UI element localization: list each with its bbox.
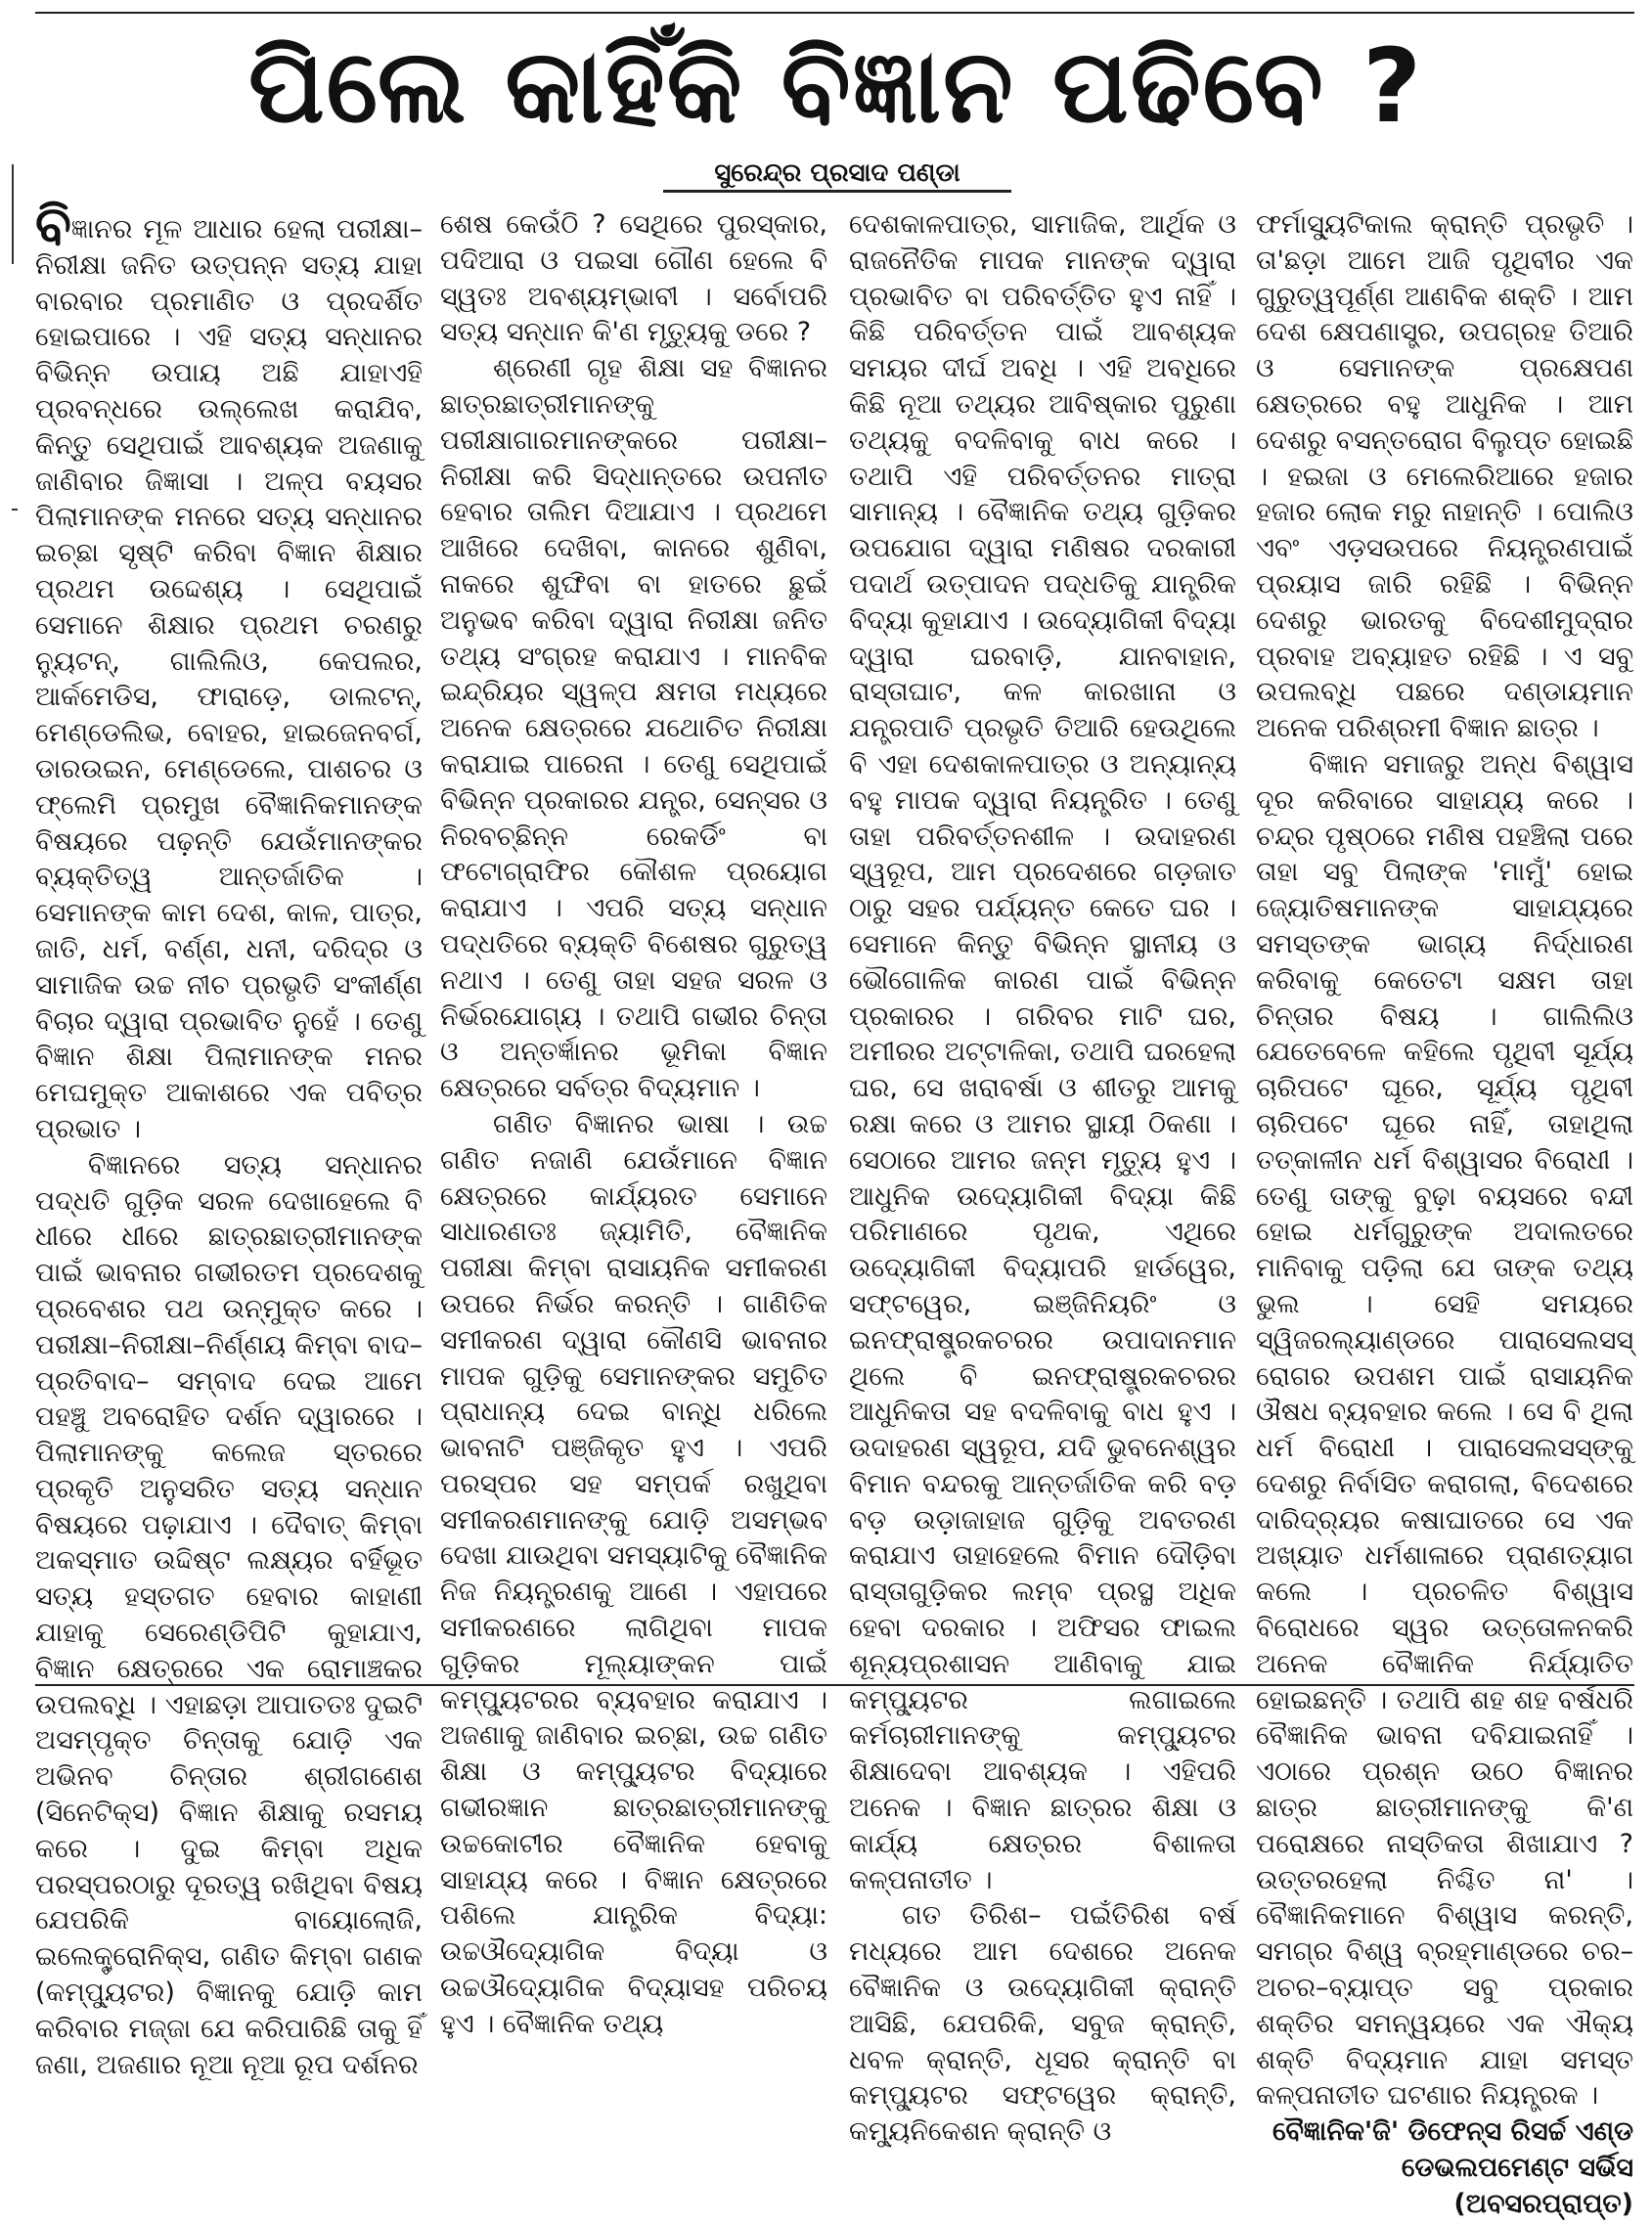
author-credit-line-1: ବୈଜ୍ଞାନିକ'ଜି' ଡିଫେନ୍ସ ରିସର୍ଚ୍ଚ ଏଣ୍ଡ <box>1272 2116 1633 2148</box>
margin-tick <box>12 509 18 511</box>
paragraph: ଗଣିତ ବିଜ୍ଞାନର ଭାଷା । ଉଚ୍ଚ ଗଣିତ ନଜାଣି ଯେଉଁମାନେ ବିଜ୍ଞାନ କ୍ଷେତ୍ରରେ କାର୍ଯ୍ୟରତ ସେମାନେ ସାଧାରଣତଃ ଜ୍ୟାମିତି, ବୈଜ୍ଞାନିକ ପରୀକ୍ଷା କିମ୍ବା ରାସାୟନିକ ସମୀକରଣ ଉପରେ ନିର୍ଭର କରନ୍ତି । ଗାଣିତିକ ସମୀକରଣ ଦ୍ୱାରା କୌଣସି ଭାବନାର ମାପକ ଗୁଡ଼ିକୁ ସେମାନଙ୍କର ସମୁଚିତ ପ୍ରାଧାନ୍ୟ ଦେଇ ବାନ୍ଧି ଧରିଲେ ଭାବନାଟି ପଞ୍ଜିକୃତ ହୁଏ । ଏପରି ପରସ୍ପର ସହ ସମ୍ପର୍କ ରଖୁଥିବା ସମୀକରଣମାନଙ୍କୁ ଯୋଡ଼ି ଅସମ୍ଭବ ଦେଖା ଯାଉଥିବା ସମସ୍ୟାଟିକୁ ବୈଜ୍ଞାନିକ ନିଜ ନିୟନ୍ତ୍ରଣକୁ ଆଣେ । ଏହାପରେ ସମୀକରଣରେ ଲାଗିଥିବା ମାପକ ଗୁଡ଼ିକର ମୂଲ୍ୟାଙ୍କନ ପାଇଁ କମ୍ପ୍ୟୁଟରର ବ୍ୟବହାର କରାଯାଏ । ଅଜଣାକୁ ଜାଣିବାର ଇଚ୍ଛା, ଉଚ୍ଚ ଗଣିତ ଶିକ୍ଷା ଓ କମ୍ପ୍ୟୁଟର ବିଦ୍ୟାରେ ଗଭୀରଜ୍ଞାନ ଛାତ୍ରଛାତ୍ରୀମାନଙ୍କୁ ଉଚ୍ଚକୋଟୀର ବୈଜ୍ଞାନିକ ହେବାକୁ ସାହାଯ୍ୟ କରେ । ବିଜ୍ଞାନ କ୍ଷେତ୍ରରେ ପଶିଲେ ଯାନ୍ତ୍ରିକ ବିଦ୍ୟା: ଉଚ୍ଚଔଦ୍ୟୋଗିକ ବିଦ୍ୟା ଓ ଉଚ୍ଚଔଦ୍ୟୋଗିକ ବିଦ୍ୟାସହ ପରିଚୟ ହୁଏ । ବୈଜ୍ଞାନିକ ତଥ୍ୟ <box>440 1108 827 2039</box>
author-credit-line-2: ଡେଭଲପମେଣ୍ଟ ସର୍ଭିସ (ଅବସରପ୍ରାପ୍ତ) <box>1401 2153 1633 2219</box>
byline-underline <box>663 190 1011 193</box>
paragraph: ବିଜ୍ଞାନରେ ସତ୍ୟ ସନ୍ଧାନର ପଦ୍ଧତି ଗୁଡ଼ିକ ସରଳ ଦେଖାହେଲେ ବି ଧୀରେ ଧୀରେ ଛାତ୍ରଛାତ୍ରୀମାନଙ୍କ ପାଇଁ ଭାବନାର ଗଭୀରତମ ପ୍ରଦେଶକୁ ପ୍ରବେଶର ପଥ ଉନ୍ମୁକ୍ତ କରେ । ପରୀକ୍ଷା–ନିରୀକ୍ଷା–ନିର୍ଣ୍ଣୟ କିମ୍ବା ବାଦ–ପ୍ରତିବାଦ– ସମ୍ବାଦ ଦେଇ ଆମେ ପହଞ୍ଚୁ ଅବରୋହିତ ଦର୍ଶନ ଦ୍ୱାରରେ । ପିଲାମାନଙ୍କୁ କଲେଜ ସ୍ତରରେ ପ୍ରକୃତି ଅନୁସରିତ ସତ୍ୟ ସନ୍ଧାନ ବିଷୟରେ ପଢ଼ାଯାଏ । ଦୈବାତ୍ କିମ୍ବା ଅକସ୍ମାତ ଉଦ୍ଦିଷ୍ଟ ଲକ୍ଷ୍ୟର ବର୍ହିଭୂତ ସତ୍ୟ ହସ୍ତଗତ ହେବାର କାହାଣୀ ଯାହାକୁ ସେରେଣ୍ଡିପିଟି କୁହାଯାଏ, ବିଜ୍ଞାନ କ୍ଷେତ୍ରରେ ଏକ ରୋମାଞ୍ଚକର ଉପଲବ୍ଧି । ଏହାଛଡ଼ା ଆପାତତଃ ଦୁଇଟି ଅସମ୍ପୃକ୍ତ ଚିନ୍ତାକୁ ଯୋଡ଼ି ଏକ ଅଭିନବ ଚିନ୍ତାର ଶ୍ରୀଗଣେଶ (ସିନେଟିକ୍ସ) ବିଜ୍ଞାନ ଶିକ୍ଷାକୁ ରସମୟ କରେ । ଦୁଇ କିମ୍ବା ଅଧିକ ପରସ୍ପରଠାରୁ ଦୂରତ୍ୱ ରଖିଥିବା ବିଷୟ ଯେପରିକି ବାୟୋଲୋଜି, ଇଲେକ୍ଟ୍ରୋନିକ୍ସ, ଗଣିତ କିମ୍ବା ଗଣକ (କମ୍ପ୍ୟୁଟର) ବିଜ୍ଞାନକୁ ଯୋଡ଼ି କାମ କରିବାର ମଜ୍ଜା ଯେ କରିପାରିଛି ତାକୁ ହିଁ ଜଣା, ଅଜଣାର ନୂଆ ନୂଆ ରୂପ ଦର୍ଶନର <box>35 1149 423 2080</box>
article-column-2 <box>440 207 827 2039</box>
top-rule <box>35 12 1634 14</box>
article-column-4 <box>1256 207 1633 2219</box>
paragraph: ଗତ ତିରିଶ– ପଇଁତିରିଶ ବର୍ଷ ମଧ୍ୟରେ ଆମ ଦେଶରେ ଅନେକ ବୈଜ୍ଞାନିକ ଓ ଉଦ୍ୟୋଗିକୀ କ୍ରାନ୍ତି ଆସିଛି, ଯେପରିକି, ସବୁଜ କ୍ରାନ୍ତି, ଧବଳ କ୍ରାନ୍ତି, ଧୂସର କ୍ରାନ୍ତି ବା କମ୍ପ୍ୟୁଟର ସଫ୍ଟୱେର କ୍ରାନ୍ତି, କମ୍ୟୁନିକେଶନ କ୍ରାନ୍ତି ଓ <box>849 1900 1236 2148</box>
article-column-3 <box>849 207 1236 2148</box>
paragraph: ବିଜ୍ଞାନ ସମାଜରୁ ଅନ୍ଧ ବିଶ୍ୱାସ ଦୂର କରିବାରେ ସାହାଯ୍ୟ କରେ । ଚନ୍ଦ୍ର ପୃଷ୍ଠରେ ମଣିଷ ପହଞ୍ଚିଲା ପରେ ତାହା ସବୁ ପିଲାଙ୍କ 'ମାମୁଁ' ହୋଇ ଜ୍ୟୋତିଷମାନଙ୍କ ସାହାଯ୍ୟରେ ସମସ୍ତଙ୍କ ଭାଗ୍ୟ ନିର୍ଦ୍ଧାରଣ କରିବାକୁ କେତେଟା ସକ୍ଷମ ତାହା ଚିନ୍ତାର ବିଷୟ । ଗାଲିଲିଓ ଯେତେବେଳେ କହିଲେ ପୃଥିବୀ ସୂର୍ଯ୍ୟ ଚାରିପଟେ ଘୂରେ, ସୂର୍ଯ୍ୟ ପୃଥିବୀ ଚାରିପଟେ ଘୂରେ ନାହିଁ, ତାହାଥିଲା ତତ୍କାଳୀନ ଧର୍ମ ବିଶ୍ୱାସର ବିରୋଧୀ । ତେଣୁ ତାଙ୍କୁ ବୁଢ଼ା ବୟସରେ ବନ୍ଦୀ ହୋଇ ଧର୍ମଗୁରୁଙ୍କ ଅଦାଲତରେ ମାନିବାକୁ ପଡ଼ିଲା ଯେ ତାଙ୍କ ତଥ୍ୟ ଭୁଲ । ସେହି ସମୟରେ ସ୍ୱିଜରଲ୍ୟାଣ୍ଡରେ ପାରାସେଲସସ୍ ରୋଗର ଉପଶମ ପାଇଁ ରାସାୟନିକ ଔଷଧ ବ୍ୟବହାର କଲେ । ସେ ବି ଥିଲା ଧର୍ମ ବିରୋଧୀ । ପାରାସେଲସସ୍‌ଙ୍କୁ ଦେଶରୁ ନିର୍ବାସିତ କରାଗଲା, ବିଦେଶରେ ଦାରିଦ୍ର୍ୟର କଷାଘାତରେ ସେ ଏକ ଅଖ୍ୟାତ ଧର୍ମଶାଳାରେ ପ୍ରାଣତ୍ୟାଗ କଲେ । ପ୍ରଚଳିତ ବିଶ୍ୱାସ ବିରୋଧରେ ସ୍ୱର ଉତ୍ତୋଳନକରି ଅନେକ ବୈଜ୍ଞାନିକ ନିର୍ଯ୍ୟାତିତ ହୋଇଛନ୍ତି । ତଥାପି ଶହ ଶହ ବର୍ଷଧରି ବୈଜ୍ଞାନିକ ଭାବନା ଦବିଯାଇନାହିଁ । ଏଠାରେ ପ୍ରଶ୍ନ ଉଠେ ବିଜ୍ଞାନର ଛାତ୍ର ଛାତ୍ରୀମାନଙ୍କୁ କି'ଣ ପରୋକ୍ଷରେ ନାସ୍ତିକତା ଶିଖାଯାଏ ? ଉତ୍ତରହେଲା ନିଶ୍ଚିତ ନା' । ବୈଜ୍ଞାନିକମାନେ ବିଶ୍ୱାସ କରନ୍ତି, ସମଗ୍ର ବିଶ୍ୱ ବ୍ରହ୍ମାଣ୍ଡରେ ଚର–ଅଚର–ବ୍ୟାପ୍ତ ସବୁ ପ୍ରକାର ଶକ୍ତିର ସମନ୍ୱୟରେ ଏକ ଐକ୍ୟ ଶକ୍ତି ବିଦ୍ୟମାନ ଯାହା ସମସ୍ତ କଳ୍ପନାତୀତ ଘଟଣାର ନିୟନ୍ତ୍ରକ । <box>1256 748 1633 2112</box>
article-column-1 <box>35 195 423 2080</box>
paragraph: ଶ୍ରେଣୀ ଗୃହ ଶିକ୍ଷା ସହ ବିଜ୍ଞାନର ଛାତ୍ରଛାତ୍ରୀମାନଙ୍କୁ ପରୀକ୍ଷାଗାରମାନଙ୍କରେ ପରୀକ୍ଷା–ନିରୀକ୍ଷା କରି ସିଦ୍ଧାନ୍ତରେ ଉପନୀତ ହେବାର ତାଲିମ ଦିଆଯାଏ । ପ୍ରଥମେ ଆଖିରେ ଦେଖିବା, କାନରେ ଶୁଣିବା, ନାକରେ ଶୁଙ୍ଘିବା ବା ହାତରେ ଛୁଇଁ ଅନୁଭବ କରିବା ଦ୍ୱାରା ନିରୀକ୍ଷା ଜନିତ ତଥ୍ୟ ସଂଗ୍ରହ କରାଯାଏ । ମାନବିକ ଇନ୍ଦ୍ରିୟର ସ୍ୱଳ୍ପ କ୍ଷମତା ମଧ୍ୟରେ ଅନେକ କ୍ଷେତ୍ରରେ ଯଥୋଚିତ ନିରୀକ୍ଷା କରାଯାଇ ପାରେନା । ତେଣୁ ସେଥିପାଇଁ ବିଭିନ୍ନ ପ୍ରକାରର ଯନ୍ତ୍ର, ସେନ୍ସର ଓ ନିରବଚ୍ଛିନ୍ନ ରେକର୍ଡିଂ ବା ଫଟୋଗ୍ରାଫିର କୌଶଳ ପ୍ରୟୋଗ କରାଯାଏ । ଏପରି ସତ୍ୟ ସନ୍ଧାନ ପଦ୍ଧତିରେ ବ୍ୟକ୍ତି ବିଶେଷର ଗୁରୁତ୍ୱ ନଥାଏ । ତେଣୁ ତାହା ସହଜ ସରଳ ଓ ନିର୍ଭରଯୋଗ୍ୟ । ତଥାପି ଗଭୀର ଚିନ୍ତା ଓ ଅନ୍ତର୍ଜ୍ଞାନର ଭୂମିକା ବିଜ୍ଞାନ କ୍ଷେତ୍ରରେ ସର୍ବତ୍ର ବିଦ୍ୟମାନ । <box>440 353 827 1104</box>
article-headline: ପିଲେ କାହିଁକି ବିଜ୍ଞାନ ପଢିବେ ? <box>247 26 1424 146</box>
paragraph: ଦେଶକାଳପାତ୍ର, ସାମାଜିକ, ଆର୍ଥିକ ଓ ରାଜନୈତିକ ମାପକ ମାନଙ୍କ ଦ୍ୱାରା ପ୍ରଭାବିତ ବା ପରିବର୍ତ୍ତିତ ହୁଏ ନାହିଁ । କିଛି ପରିବର୍ତ୍ତନ ପାଇଁ ଆବଶ୍ୟକ ସମୟର ଦୀର୍ଘ ଅବଧି । ଏହି ଅବଧିରେ କିଛି ନୂଆ ତଥ୍ୟର ଆବିଷ୍କାର ପୁରୁଣା ତଥ୍ୟକୁ ବଦଳିବାକୁ ବାଧ କରେ । ତଥାପି ଏହି ପରିବର୍ତ୍ତନର ମାତ୍ରା ସାମାନ୍ୟ । ବୈଜ୍ଞାନିକ ତଥ୍ୟ ଗୁଡ଼ିକର ଉପଯୋଗ ଦ୍ୱାରା ମଣିଷର ଦରକାରୀ ପଦାର୍ଥ ଉତ୍ପାଦନ ପଦ୍ଧତିକୁ ଯାନ୍ତ୍ରିକ ବିଦ୍ୟା କୁହାଯାଏ । ଉଦ୍ୟୋଗିକୀ ବିଦ୍ୟା ଦ୍ୱାରା ଘରବାଡ଼ି, ଯାନବାହାନ, ରାସ୍ତାଘାଟ, କଳ କାରଖାନା ଓ ଯନ୍ତ୍ରପାତି ପ୍ରଭୃତି ତିଆରି ହେଉଥିଲେ ବି ଏହା ଦେଶକାଳପାତ୍ର ଓ ଅନ୍ୟାନ୍ୟ ବହୁ ମାପକ ଦ୍ୱାରା ନିୟନ୍ତ୍ରିତ । ତେଣୁ ତାହା ପରିବର୍ତ୍ତନଶୀଳ । ଉଦାହରଣ ସ୍ୱରୂପ, ଆମ ପ୍ରଦେଶରେ ଗଡ଼ଜାତ ଠାରୁ ସହର ପର୍ଯ୍ୟନ୍ତ କେତେ ଘର । ସେମାନେ କିନ୍ତୁ ବିଭିନ୍ନ ସ୍ଥାନୀୟ ଓ ଭୌଗୋଳିକ କାରଣ ପାଇଁ ବିଭିନ୍ନ ପ୍ରକାରର । ଗରିବର ମାଟି ଘର, ଅମୀରର ଅଟ୍ଟାଳିକା, ତଥାପି ଘରହେଲା ଘର, ସେ ଖରାବର୍ଷା ଓ ଶୀତରୁ ଆମକୁ ରକ୍ଷା କରେ ଓ ଆମର ସ୍ଥାୟୀ ଠିକଣା । ସେଠାରେ ଆମର ଜନ୍ମ ମୃତ୍ୟୁ ହୁଏ । ଆଧୁନିକ ଉଦ୍ୟୋଗିକୀ ବିଦ୍ୟା କିଛି ପରିମାଣରେ ପୃଥକ, ଏଥିରେ ଉଦ୍ୟୋଗିକୀ ବିଦ୍ୟାପରି ହାର୍ଡୱେର, ସଫ୍ଟୱେର, ଇଞ୍ଜିନିୟରିଂ ଓ ଇନଫ୍ରାଷ୍ଟ୍ରକଚରର ଉପାଦାନମାନ ଥିଲେ ବି ଇନଫ୍ରାଷ୍ଟ୍ରକଚରର ଆଧୁନିକତା ସହ ବଦଳିବାକୁ ବାଧ ହୁଏ । ଉଦାହରଣ ସ୍ୱରୂପ, ଯଦି ଭୁବନେଶ୍ୱର ବିମାନ ବନ୍ଦରକୁ ଆନ୍ତର୍ଜାତିକ କରି ବଡ଼ ବଡ଼ ଉଡ଼ାଜାହାଜ ଗୁଡ଼ିକୁ ଅବତରଣ କରାଯାଏ ତାହାହେଲେ ବିମାନ ଦୌଡ଼ିବା ରାସ୍ତାଗୁଡ଼ିକର ଲମ୍ବ ପ୍ରସ୍ଥ ଅଧିକ ହେବା ଦରକାର । ଅଫିସର ଫାଇଲ ଶୂନ୍ୟପ୍ରଶାସନ ଆଣିବାକୁ ଯାଇ କମ୍ପ୍ୟୁଟର ଲଗାଇଲେ କର୍ମଚାରୀମାନଙ୍କୁ କମ୍ପ୍ୟୁଟର ଶିକ୍ଷାଦେବା ଆବଶ୍ୟକ । ଏହିପରି ଅନେକ । ବିଜ୍ଞାନ ଛାତ୍ରର ଶିକ୍ଷା ଓ କାର୍ଯ୍ୟ କ୍ଷେତ୍ରର ବିଶାଳତା କଳ୍ପନାତୀତ । <box>849 209 1236 1895</box>
author-byline: ସୁରେନ୍ଦ୍ର ପ୍ରସାଦ ପଣ୍ଡା <box>714 158 960 188</box>
paragraph: ଶେଷ କେଉଁଠି ? ସେଥିରେ ପୁରସ୍କାର, ପଦିଆରା ଓ ପଇସା ଗୌଣ ହେଲେ ବି ସ୍ୱତଃ ଅବଶ୍ୟମ୍ଭାବୀ । ସର୍ବୋପରି ସତ୍ୟ ସନ୍ଧାନ କି'ଣ ମୃତ୍ୟୁକୁ ଡରେ ? <box>440 209 827 348</box>
paragraph-text: ଜ୍ଞାନର ମୂଳ ଆଧାର ହେଲା ପରୀକ୍ଷା–ନିରୀକ୍ଷା ଜନିତ ଉତ୍ପନ୍ନ ସତ୍ୟ ଯାହା ବାରବାର ପ୍ରମାଣିତ ଓ ପ୍ରଦର୍ଶିତ ହୋଇପାରେ । ଏହି ସତ୍ୟ ସନ୍ଧାନର ବିଭିନ୍ନ ଉପାୟ ଅଛି ଯାହାଏହି ପ୍ରବନ୍ଧରେ ଉଲ୍ଲେଖ କରାଯିବ, କିନ୍ତୁ ସେଥିପାଇଁ ଆବଶ୍ୟକ ଅଜଣାକୁ ଜାଣିବାର ଜିଜ୍ଞାସା । ଅଳ୍ପ ବୟସର ପିଲାମାନଙ୍କ ମନରେ ସତ୍ୟ ସନ୍ଧାନର ଇଚ୍ଛା ସୃଷ୍ଟି କରିବା ବିଜ୍ଞାନ ଶିକ୍ଷାର ପ୍ରଥମ ଉଦ୍ଦେଶ୍ୟ । ସେଥିପାଇଁ ସେମାନେ ଶିକ୍ଷାର ପ୍ରଥମ ଚରଣରୁ ନ୍ୟୁଟନ୍, ଗାଲିଲିଓ, କେପଲର, ଆର୍କମେଡିସ, ଫାରାଡ଼େ, ଡାଲଟନ୍, ମେଣ୍ଡେଲିଭ, ବୋହର, ହାଇଜେନବର୍ଗ, ଡାରଉଇନ, ମେଣ୍ଡେଲେ, ପାଶଚର ଓ ଫ୍ଲେମି ପ୍ରମୁଖ ବୈଜ୍ଞାନିକମାନଙ୍କ ବିଷୟରେ ପଢ଼ନ୍ତି ଯେଉଁମାନଙ୍କର ବ୍ୟକ୍ତିତ୍ୱ ଆନ୍ତର୍ଜାତିକ । ସେମାନଙ୍କ କାମ ଦେଶ, କାଳ, ପାତ୍ର, ଜାତି, ଧର୍ମ, ବର୍ଣ୍ଣ, ଧନୀ, ଦରିଦ୍ର ଓ ସାମାଜିକ ଉଚ୍ଚ ନୀଚ ପ୍ରଭୃତି ସଂକୀର୍ଣ୍ଣ ବିଚାର ଦ୍ୱାରା ପ୍ରଭାବିତ ନୁହେଁ । ତେଣୁ ବିଜ୍ଞାନ ଶିକ୍ଷା ପିଲାମାନଙ୍କ ମନର ମେଘମୁକ୍ତ ଆକାଶରେ ଏକ ପବିତ୍ର ପ୍ରଭାତ । <box>35 214 423 1144</box>
drop-cap: ବି <box>35 195 71 256</box>
paragraph <box>35 195 423 1148</box>
margin-mark <box>12 164 14 264</box>
bottom-rule <box>35 1684 1634 1686</box>
paragraph: ଫର୍ମାସ୍ୟୁଟିକାଲ କ୍ରାନ୍ତି ପ୍ରଭୃତି । ତା'ଛଡ଼ା ଆମେ ଆଜି ପୃଥିବୀର ଏକ ଗୁରୁତ୍ୱପୂର୍ଣ୍ଣ ଆଣବିକ ଶକ୍ତି । ଆମ ଦେଶ କ୍ଷେପଣାସ୍ତ୍ର, ଉପଗ୍ରହ ତିଆରି ଓ ସେମାନଙ୍କ ପ୍ରକ୍ଷେପଣ କ୍ଷେତ୍ରରେ ବହୁ ଆଧୁନିକ । ଆମ ଦେଶରୁ ବସନ୍ତରୋଗ ବିଲୁପ୍ତ ହୋଇଛି । ହଇଜା ଓ ମେଲେରିଆରେ ହଜାର ହଜାର ଲୋକ ମରୁ ନାହାନ୍ତି । ପୋଲିଓ ଏବଂ ଏଡ଼ସଉପରେ ନିୟନ୍ତ୍ରଣପାଇଁ ପ୍ରୟାସ ଜାରି ରହିଛି । ବିଭିନ୍ନ ଦେଶରୁ ଭାରତକୁ ବିଦେଶୀମୁଦ୍ରାର ପ୍ରବାହ ଅବ୍ୟାହତ ରହିଛି । ଏ ସବୁ ଉପଲବ୍ଧି ପଛରେ ଦଣ୍ଡାୟମାନ ଅନେକ ପରିଶ୍ରମୀ ବିଜ୍ଞାନ ଛାତ୍ର । <box>1256 209 1633 744</box>
